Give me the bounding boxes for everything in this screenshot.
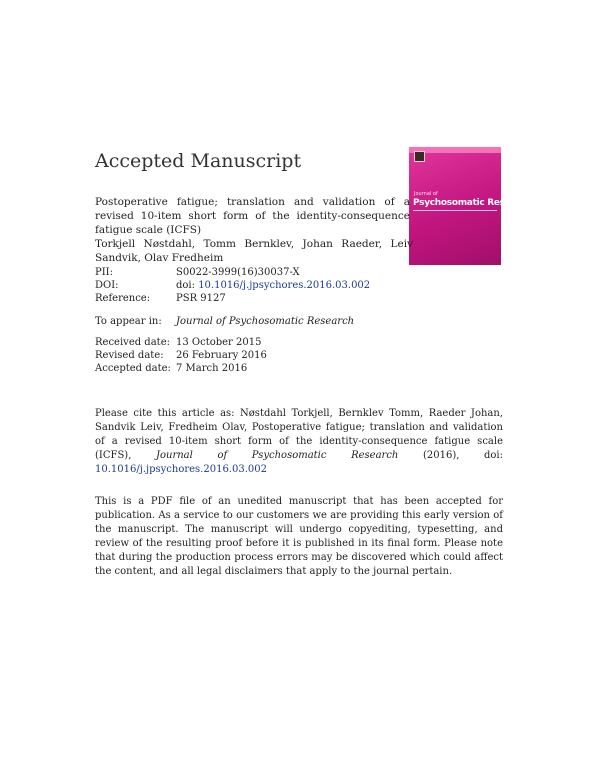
cover-divider — [413, 210, 497, 211]
appear-journal: Journal of Psychosomatic Research — [176, 316, 355, 327]
reference-row — [95, 292, 370, 305]
reference-label: Reference: — [95, 293, 151, 304]
accepted-row — [95, 362, 267, 375]
page-title: Accepted Manuscript — [95, 150, 302, 172]
received-value: 13 October 2015 — [176, 337, 262, 348]
article-authors: Torkjell Nøstdahl, Tomm Bernklev, Johan Raeder, Leiv Sandvik, Olav Fredheim — [95, 238, 413, 264]
citation-text: Please cite this article as: Nøstdahl Torkjell, Bernklev Tomm, Raeder Johan, Sandvik Leiv, Fredheim Olav, Postoperative fatigue; translation and validation of a revised 10-item short form of the identity-consequence fatigue scale (ICFS), — [95, 408, 503, 461]
journal-cover-image — [409, 147, 532, 265]
citation-doi-link[interactable]: 10.1016/j.jpsychores.2016.03.002 — [95, 464, 267, 475]
cover-journal-line2: Psychosomatic Research — [413, 198, 532, 208]
citation-paragraph — [95, 407, 503, 477]
appear-label: To appear in: — [95, 316, 162, 327]
accepted-label: Accepted date: — [95, 363, 171, 374]
doi-prefix: doi: — [176, 280, 195, 291]
pii-value: S0022-3999(16)30037-X — [176, 267, 300, 278]
citation-journal: Journal of Psychosomatic Research — [155, 450, 399, 461]
appear-block — [95, 315, 354, 328]
pii-label: PII: — [95, 267, 113, 278]
article-title: Postoperative fatigue; translation and validation of a revised 10-item short form of the identity-consequence fatigue scale (ICFS) — [95, 196, 410, 236]
publisher-logo-icon — [414, 151, 425, 162]
revised-row — [95, 349, 267, 362]
revised-value: 26 February 2016 — [176, 350, 267, 361]
received-label: Received date: — [95, 337, 170, 348]
pii-row — [95, 266, 370, 279]
cover-journal-line1: Journal of — [414, 191, 438, 197]
accepted-value: 7 March 2016 — [176, 363, 248, 374]
reference-value: PSR 9127 — [176, 293, 226, 304]
appear-row — [95, 315, 354, 328]
disclaimer-paragraph: This is a PDF file of an unedited manuscript that has been accepted for publication. As a service to our customers we are providing this early version of the manuscript. The manuscript will undergo copyediting, typesetting, and review of the resulting proof before it is published in its final form. Please note that during the production process errors may be discovered which could affect the content, and all legal disclaimers that apply to the journal pertain. — [95, 496, 503, 577]
revised-label: Revised date: — [95, 350, 164, 361]
citation-year: (2016), doi: — [398, 450, 504, 461]
identifiers-block — [95, 266, 370, 305]
received-row — [95, 336, 267, 349]
doi-label: DOI: — [95, 280, 119, 291]
dates-block — [95, 336, 267, 375]
doi-link[interactable]: 10.1016/j.jpsychores.2016.03.002 — [198, 280, 371, 291]
doi-row — [95, 279, 370, 292]
